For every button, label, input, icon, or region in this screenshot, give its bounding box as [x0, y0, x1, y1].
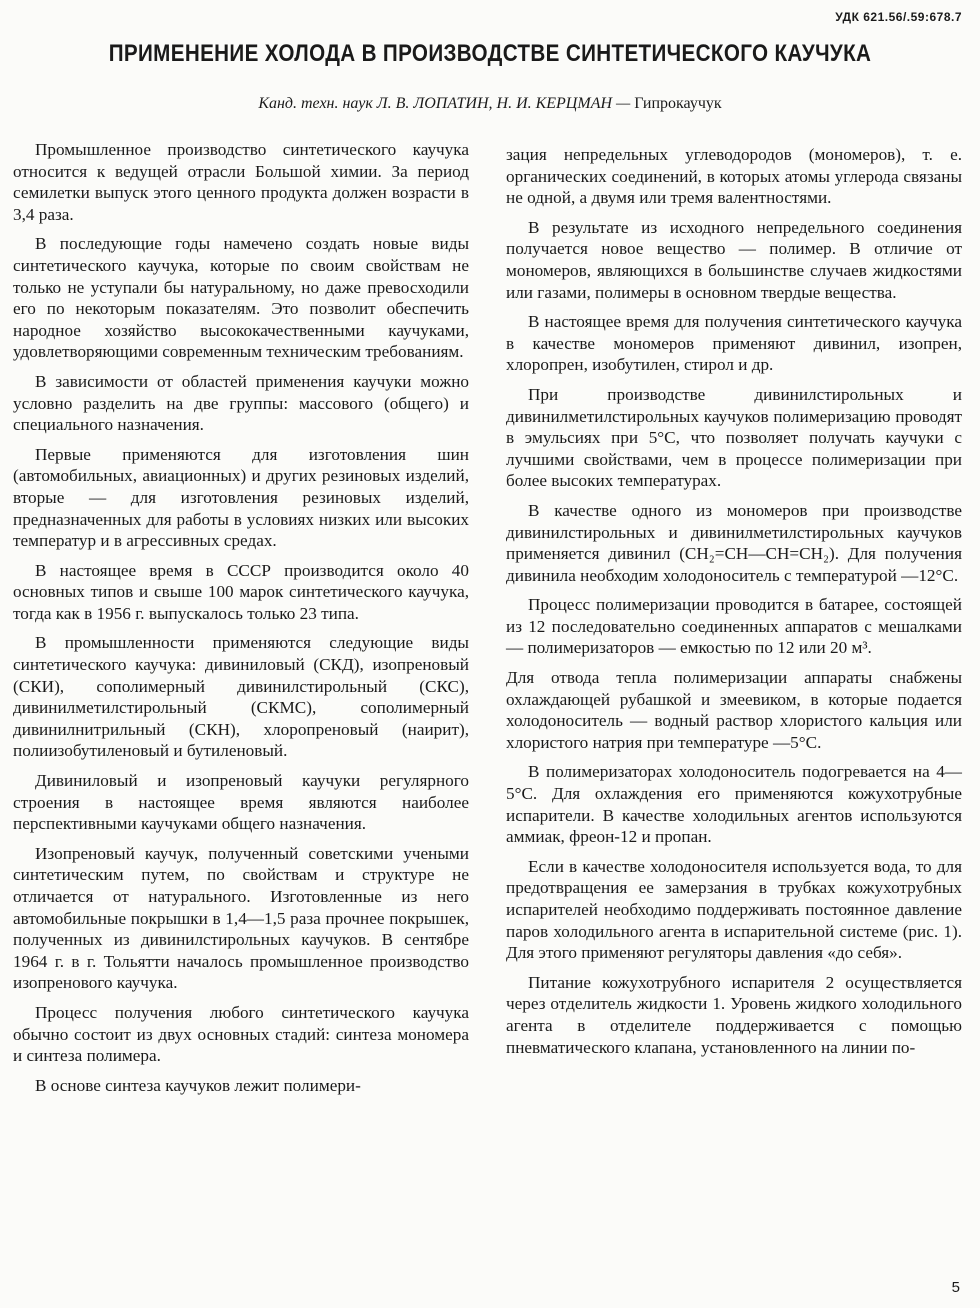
- paragraph: В качестве одного из мономеров при производстве дивинилстирольных и дивинилметилстирольных каучуков применяется дивинил (CH₂=CH—CH=CH₂). Для получения дивинила необходим холодоноситель с температурой —12°С.: [506, 500, 962, 585]
- paragraph: Питание кожухотрубного испарителя 2 осуществляется через отделитель жидкости 1. Уровень жидкого холодильного агента в отделителе поддерживается с помощью пневматического клапана, установленного на линии по-: [506, 972, 962, 1057]
- paragraph: В последующие годы намечено создать новые виды синтетического каучука, которые по своим свойствам не только не уступали бы натуральному, но даже превосходили его по некоторым показателям. Это позволит обеспечить народное хозяйство высококачественными каучуками, удовлетворяющими современным техническим требованиям.: [13, 234, 469, 362]
- paragraph: В промышленности применяются следующие виды синтетического каучука: дивиниловый (СКД), изопреновый (СКИ), сополимерный дивинилстирольный (СКС), дивинилметилстирольный (СКМС), сополимерный дивинилнитрильный (СКН), хлоропреновый (наирит), полиизобутиленовый и бутиленовый.: [13, 633, 469, 761]
- authors-line: [0, 95, 980, 113]
- paragraph: зация непредельных углеводородов (мономеров), т. е. органических соединений, в которых атомы углерода связаны не одной, а двумя или тремя валентностями.: [506, 145, 962, 208]
- paragraph: Процесс полимеризации проводится в батарее, состоящей из 12 последовательно соединенных аппаратов с мешалками — полимеризаторов — емкостью по 12 или 20 м³.: [506, 595, 962, 658]
- paragraph: В основе синтеза каучуков лежит полимери-: [35, 1075, 361, 1095]
- paragraph: Изопреновый каучук, полученный советскими учеными синтетическим путем, по свойствам и структуре не отличается от натурального. Изготовленные из него автомобильные покрышки в 1,4—1,5 раза прочнее покрышек, полученных из дивинилстирольных каучуков. В сентябре 1964 г. в г. Тольятти началось промышленное производство изопренового каучука.: [13, 843, 469, 993]
- page-number: 5: [951, 1279, 960, 1296]
- paragraph: В настоящее время в СССР производится около 40 основных типов и свыше 100 марок синтетического каучука, тогда как в 1956 г. выпускалось только 23 типа.: [13, 560, 469, 623]
- paragraph: В результате из исходного непредельного соединения получается новое вещество — полимер. В отличие от мономеров, являющихся в большинстве случаев жидкостями или газами, полимеры в основном твердые вещества.: [506, 217, 962, 302]
- paragraph: Для отвода тепла полимеризации аппараты снабжены охлаждающей рубашкой и змеевиком, в которые подается холодоноситель — водный раствор хлористого кальция или хлористого натрия при температуре —5°С.: [506, 668, 962, 752]
- authors-names: Канд. техн. наук Л. В. ЛОПАТИН, Н. И. КЕРЦМАН —: [258, 95, 631, 112]
- paragraph: При производстве дивинилстирольных и дивинилметилстирольных каучуков полимеризацию проводят в эмульсиях при 5°С, что позволяет получать каучуки с лучшими свойствами, чем в процессе полимеризации при более высоких температурах.: [506, 384, 962, 491]
- affiliation: Гипрокаучук: [634, 95, 722, 112]
- paragraph: Если в качестве холодоносителя используется вода, то для предотвращения ее замерзания в трубках кожухотрубных испарителей необходимо поддерживать постоянное давление паров холодильного агента в испарительной системе (рис. 1). Для этого применяют регуляторы давления «до себя».: [506, 856, 962, 963]
- paragraph: В зависимости от областей применения каучуки можно условно разделить на две группы: массового (общего) и специального назначения.: [13, 371, 469, 435]
- paragraph: Процесс получения любого синтетического каучука обычно состоит из двух основных стадий: синтеза мономера и синтеза полимера.: [13, 1002, 469, 1066]
- paragraph: Промышленное производство синтетического каучука относится к ведущей отрасли Большой химии. За период семилетки выпуск этого ценного продукта должен возрасти в 3,4 раза.: [13, 140, 469, 224]
- paragraph: В полимеризаторах холодоноситель подогревается на 4—5°С. Для охлаждения его применяются кожухотрубные испарители. В качестве холодильных агентов используются аммиак, фреон-12 и пропан.: [506, 762, 962, 847]
- paragraph: Первые применяются для изготовления шин (автомобильных, авиационных) и других резиновых изделий, вторые — для изготовления резиновых изделий, предназначенных для работы в условиях низких или высоких температур и в агрессивных средах.: [13, 444, 469, 551]
- paragraph: Дивиниловый и изопреновый каучуки регулярного строения в настоящее время являются наиболее перспективными каучуками общего назначения.: [13, 771, 469, 834]
- right-column: [506, 144, 962, 1066]
- paragraph: В настоящее время для получения синтетического каучука в качестве мономеров применяют дивинил, изопрен, хлоропрен, изобутилен, стирол и др.: [506, 312, 962, 375]
- left-column: [13, 139, 469, 1104]
- udc-code: УДК 621.56/.59:678.7: [835, 10, 962, 24]
- article-title: ПРИМЕНЕНИЕ ХОЛОДА В ПРОИЗВОДСТВЕ СИНТЕТИЧЕСКОГО КАУЧУКА: [108, 40, 872, 67]
